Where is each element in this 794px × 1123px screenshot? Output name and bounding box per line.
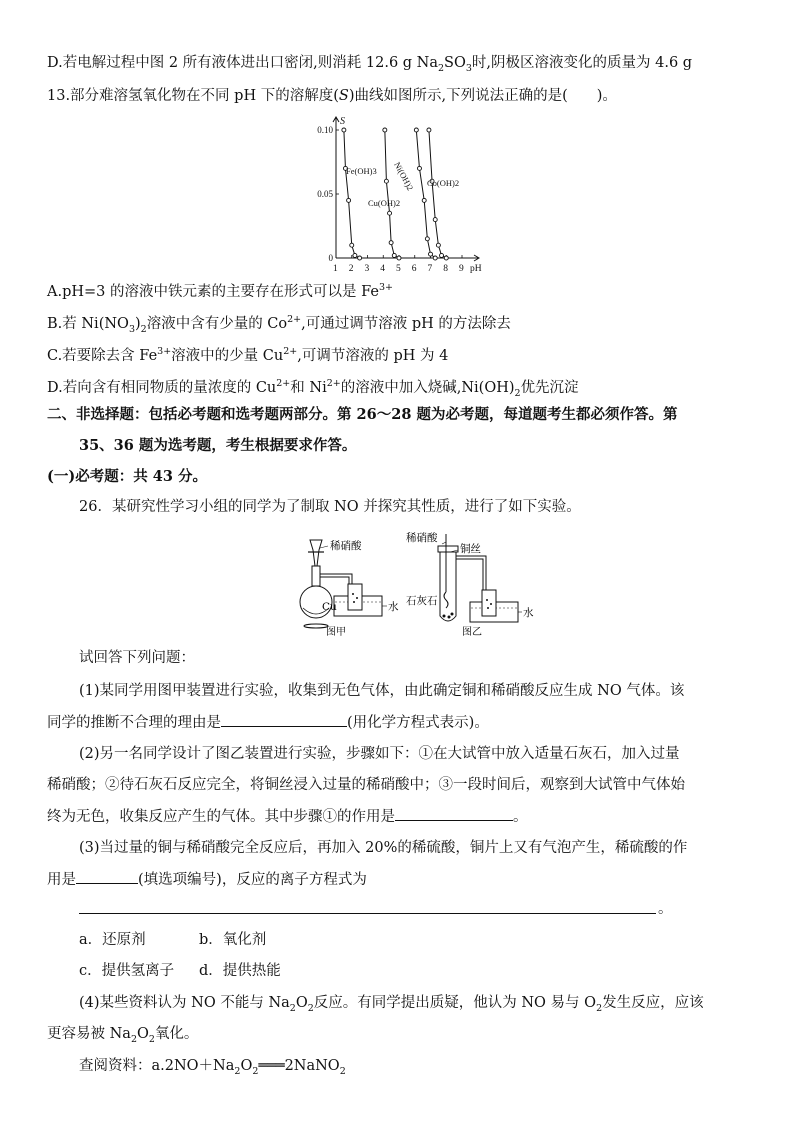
q13-option-d: D.若向含有相同物质的量浓度的 $Cu^{2+}$和 $Ni^{2+}$的溶液中加入烧碱$,Ni(OH)_2$优先沉淀 [47,378,579,399]
q26-option-c: c．提供氢离子 [79,963,175,979]
q26-part1-line1: (1)某同学用图甲装置进行实验，收集到无色气体，由此确定铜和稀硝酸反应生成 NO 气体。该 [79,683,685,699]
x-tick-label: 4 [380,264,385,274]
data-point [358,256,362,260]
x-tick-label: 7 [427,264,433,274]
x-tick-label: 8 [443,264,448,274]
fig-b-wire-label: 铜丝 [460,543,481,555]
fig-a-cu-label: Cu [322,601,337,613]
q26-part4-line2: 更容易被 $Na_2O_2$氧化。 [47,1026,199,1045]
data-point [383,128,387,132]
data-point [397,256,401,260]
q26-part2-line3: 终为无色，收集反应产生的气体。其中步骤①的作用是 。 [47,806,528,827]
fig-b-acid-label: 稀硝酸 [406,532,438,544]
data-point [427,128,431,132]
data-point [429,252,433,256]
series-label: Co(OH)2 [427,178,460,188]
section-2-heading: 二、非选择题：包括必考题和选考题两部分。第 26～28 题为必考题，每道题考生都必须作答。第 [47,406,678,423]
data-point [436,243,440,247]
answer-blank-3[interactable] [76,869,138,884]
series-line-Fe(OH)3 [344,130,360,258]
chart-series [342,128,448,260]
y-tick-label: 0.05 [317,189,333,199]
section-2-heading-cont: 35、36 题为选考题，考生根据要求作答。 [79,437,357,454]
data-point [417,166,421,170]
fig-b-caption: 图乙 [462,627,482,638]
q13-stem: 13.部分难溶氢氧化物在不同 pH 下的溶解度(S)曲线如图所示,下列说法正确的是( )。 [47,88,617,104]
subsection-required: (一)必考题：共 43 分。 [47,468,207,485]
data-point [389,241,393,245]
data-point [414,128,418,132]
x-tick-label: 3 [364,264,370,274]
data-point [388,211,392,215]
x-tick-label: 5 [396,264,401,274]
q26-part4-line1: (4)某些资料认为 NO 不能与 $Na_2O_2$反应。有同学提出质疑，他认为 NO 易与 $O_2$发生反应，应该 [79,995,704,1014]
data-point [347,198,351,202]
y-tick-label: 0 [328,253,333,263]
chart-axes [333,116,482,274]
q26-option-a: a．还原剂 [79,932,146,948]
solubility-chart [317,112,490,280]
q26-option-b: b．氧化剂 [199,932,267,948]
data-point [433,256,437,260]
q26-part3-line2: 用是 (填选项编号)，反应的离子方程式为 [47,869,367,890]
series-label: Cu(OH)2 [368,198,401,208]
data-point [350,243,354,247]
data-point [422,198,426,202]
data-point [353,253,357,257]
data-point [384,179,388,183]
q13-option-b: B.若 $Ni(NO_3)_2$溶液中含有少量的 $Co^{2+}$,可通过调节溶液 pH 的方法除去 [47,314,511,335]
q26-reference: 查阅资料：$a.2NO+Na_2O_2═══2NaNO_2$ [79,1058,346,1077]
q26-intro: 26．某研究性学习小组的同学为了制取 NO 并探究其性质，进行了如下实验。 [79,499,581,515]
answer-line-ionic-equation[interactable] [79,913,656,914]
q13-option-c: C.若要除去含 $Fe^{3+}$溶液中的少量 $Cu^{2+}$,可调节溶液的 pH 为 4 [47,346,449,364]
q26-option-d: d．提供热能 [199,963,281,979]
q26-part3-line1: (3)当过量的铜与稀硝酸完全反应后，再加入 20%的稀硫酸，铜片上又有气泡产生，稀硫酸的作 [79,840,688,856]
data-point [392,253,396,257]
fig-b-limestone-label: 石灰石 [406,595,438,607]
data-point [433,218,437,222]
x-tick-label: 9 [459,264,464,274]
fig-b-water-label: 水 [523,607,534,619]
q26-try-answer: 试回答下列问题： [79,650,195,666]
answer-blank-1[interactable] [221,712,347,727]
series-line-Cu(OH)2 [385,130,399,258]
x-axis-label: pH [470,264,482,274]
x-tick-label: 2 [348,264,354,274]
apparatus-figure-b [404,530,534,640]
y-tick-label: 0.10 [317,125,333,135]
q12-option-d: D.若电解过程中图 2 所有液体进出口密闭,则消耗 12.6 g $Na_2SO_3$时,阴极区溶液变化的质量为 4.6 g [47,55,693,74]
fig-a-caption: 图甲 [326,627,346,638]
y-axis-label: S [340,116,345,127]
data-point [342,128,346,132]
q26-part2-line1: (2)另一名同学设计了图乙装置进行实验，步骤如下：①在大试管中放入适量石灰石，加入过量 [79,746,680,762]
fig-a-water-label: 水 [388,601,399,613]
series-line-Co(OH)2 [429,130,446,258]
fig-a-acid-label: 稀硝酸 [330,540,362,552]
answer-blank-2[interactable] [395,806,513,821]
series-label: Fe(OH)3 [346,166,377,176]
x-tick-label: 6 [411,264,417,274]
q26-part3-end: 。 [658,901,673,917]
q26-part2-line2: 稀硝酸；②待石灰石反应完全，将铜丝浸入过量的稀硝酸中；③一段时间后，观察到大试管中气体始 [47,777,685,793]
chart-series-labels [346,160,459,208]
x-tick-label: 1 [333,264,338,274]
apparatus-figure-a [296,536,400,638]
q13-option-a: A.pH=3 的溶液中铁元素的主要存在形式可以是 $Fe^{3+}$ [47,282,393,300]
data-point [425,237,429,241]
q26-part1-line2: 同学的推断不合理的理由是 (用化学方程式表示)。 [47,712,489,733]
data-point [440,253,444,257]
series-label: Ni(OH)2 [392,160,416,193]
data-point [444,256,448,260]
